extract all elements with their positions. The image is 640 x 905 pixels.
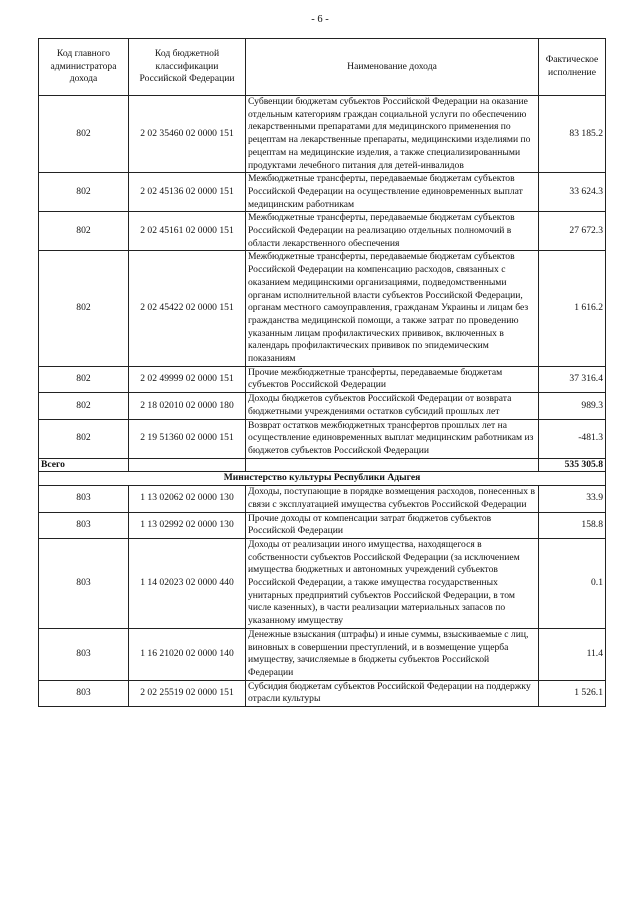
- cell-code: 2 02 25519 02 0000 151: [129, 680, 246, 706]
- total-row: [39, 458, 606, 472]
- cell-amount: 33 624.3: [539, 173, 606, 212]
- table-header-row: [39, 39, 606, 96]
- cell-name: Доходы бюджетов субъектов Российской Федерации от возврата бюджетными учреждениями остатков субсидий прошлых лет: [246, 393, 539, 419]
- total-empty-name: [246, 458, 539, 472]
- cell-code: 1 13 02062 02 0000 130: [129, 486, 246, 512]
- table-row: [39, 512, 606, 538]
- cell-code: 2 02 45161 02 0000 151: [129, 212, 246, 251]
- header-income-name: Наименование дохода: [246, 39, 539, 96]
- cell-code: 2 02 45422 02 0000 151: [129, 251, 246, 366]
- page-number: - 6 -: [311, 14, 329, 25]
- cell-name: Межбюджетные трансферты, передаваемые бюджетам субъектов Российской Федерации на компенсацию расходов, связанных с оказанием медицинскими организациями, подведомственными органам исполнительной власти субъектов Российской Федерации, органам местного самоуправления, гражданам Украины и лицам без гражданства медицинской помощи, а также затрат по проведению указанным лицам профилактических прививок, включенных в календарь профилактических прививок по эпидемическим показаниям: [246, 251, 539, 366]
- cell-name: Денежные взыскания (штрафы) и иные суммы, взыскиваемые с лиц, виновных в совершении преступлений, и в возмещение ущерба имуществу, зачисляемые в бюджеты субъектов Российской Федерации: [246, 628, 539, 680]
- cell-admin: 802: [39, 212, 129, 251]
- cell-code: 1 13 02992 02 0000 130: [129, 512, 246, 538]
- total-amount: 535 305.8: [539, 458, 606, 472]
- cell-amount: 27 672.3: [539, 212, 606, 251]
- cell-code: 1 16 21020 02 0000 140: [129, 628, 246, 680]
- cell-name: Возврат остатков межбюджетных трансфертов прошлых лет на осуществление единовременных выплат медицинским работникам из бюджетов субъектов Российской Федерации: [246, 419, 539, 458]
- table-row: [39, 538, 606, 628]
- cell-amount: -481.3: [539, 419, 606, 458]
- cell-amount: 1 526.1: [539, 680, 606, 706]
- cell-name: Межбюджетные трансферты, передаваемые бюджетам субъектов Российской Федерации на осуществление единовременных выплат медицинским работникам: [246, 173, 539, 212]
- cell-name: Субвенции бюджетам субъектов Российской Федерации на оказание отдельным категориям граждан социальной услуги по обеспечению лекарственными препаратами для медицинского применения по рецептам на лекарственные препараты, медицинскими изделиями по рецептам на медицинские изделия, а также специализированными продуктами лечебного питания для детей-инвалидов: [246, 96, 539, 173]
- cell-code: 2 18 02010 02 0000 180: [129, 393, 246, 419]
- cell-amount: 37 316.4: [539, 366, 606, 392]
- cell-code: 2 19 51360 02 0000 151: [129, 419, 246, 458]
- cell-amount: 0.1: [539, 538, 606, 628]
- table-row: [39, 486, 606, 512]
- table-row: [39, 628, 606, 680]
- cell-admin: 802: [39, 96, 129, 173]
- cell-admin: 803: [39, 680, 129, 706]
- cell-admin: 802: [39, 366, 129, 392]
- table-row: [39, 96, 606, 173]
- cell-name: Доходы от реализации иного имущества, находящегося в собственности субъектов Российской Федерации (за исключением имущества бюджетных и автономных учреждений субъектов Российской Федерации, а также имущества государственных унитарных предприятий субъектов Российской Федерации, в том числе казенных), в части реализации материальных запасов по указанному имуществу: [246, 538, 539, 628]
- cell-name: Прочие доходы от компенсации затрат бюджетов субъектов Российской Федерации: [246, 512, 539, 538]
- cell-code: 2 02 49999 02 0000 151: [129, 366, 246, 392]
- revenue-table: [38, 38, 606, 707]
- table-row: [39, 212, 606, 251]
- cell-amount: 989.3: [539, 393, 606, 419]
- header-budget-code: Код бюджетной классификации Российской Федерации: [129, 39, 246, 96]
- ministry-row: [39, 472, 606, 486]
- cell-admin: 803: [39, 628, 129, 680]
- cell-name: Доходы, поступающие в порядке возмещения расходов, понесенных в связи с эксплуатацией имущества субъектов Российской Федерации: [246, 486, 539, 512]
- header-admin-code: Код главного администратора дохода: [39, 39, 129, 96]
- total-label: Всего: [39, 458, 129, 472]
- cell-amount: 83 185.2: [539, 96, 606, 173]
- cell-name: Субсидия бюджетам субъектов Российской Федерации на поддержку отрасли культуры: [246, 680, 539, 706]
- cell-admin: 803: [39, 538, 129, 628]
- cell-name: Межбюджетные трансферты, передаваемые бюджетам субъектов Российской Федерации на реализацию отдельных полномочий в области лекарственного обеспечения: [246, 212, 539, 251]
- cell-amount: 33.9: [539, 486, 606, 512]
- header-actual-execution: Фактическое исполнение: [539, 39, 606, 96]
- cell-name: Прочие межбюджетные трансферты, передаваемые бюджетам субъектов Российской Федерации: [246, 366, 539, 392]
- ministry-heading: Министерство культуры Республики Адыгея: [39, 472, 606, 486]
- cell-amount: 11.4: [539, 628, 606, 680]
- cell-admin: 803: [39, 486, 129, 512]
- table-row: [39, 173, 606, 212]
- table-row: [39, 419, 606, 458]
- cell-amount: 1 616.2: [539, 251, 606, 366]
- cell-admin: 802: [39, 419, 129, 458]
- table-row: [39, 366, 606, 392]
- cell-admin: 802: [39, 251, 129, 366]
- cell-admin: 802: [39, 173, 129, 212]
- cell-code: 1 14 02023 02 0000 440: [129, 538, 246, 628]
- table-row: [39, 680, 606, 706]
- total-empty-code: [129, 458, 246, 472]
- cell-admin: 802: [39, 393, 129, 419]
- cell-code: 2 02 45136 02 0000 151: [129, 173, 246, 212]
- table-row: [39, 393, 606, 419]
- cell-amount: 158.8: [539, 512, 606, 538]
- cell-admin: 803: [39, 512, 129, 538]
- cell-code: 2 02 35460 02 0000 151: [129, 96, 246, 173]
- table-row: [39, 251, 606, 366]
